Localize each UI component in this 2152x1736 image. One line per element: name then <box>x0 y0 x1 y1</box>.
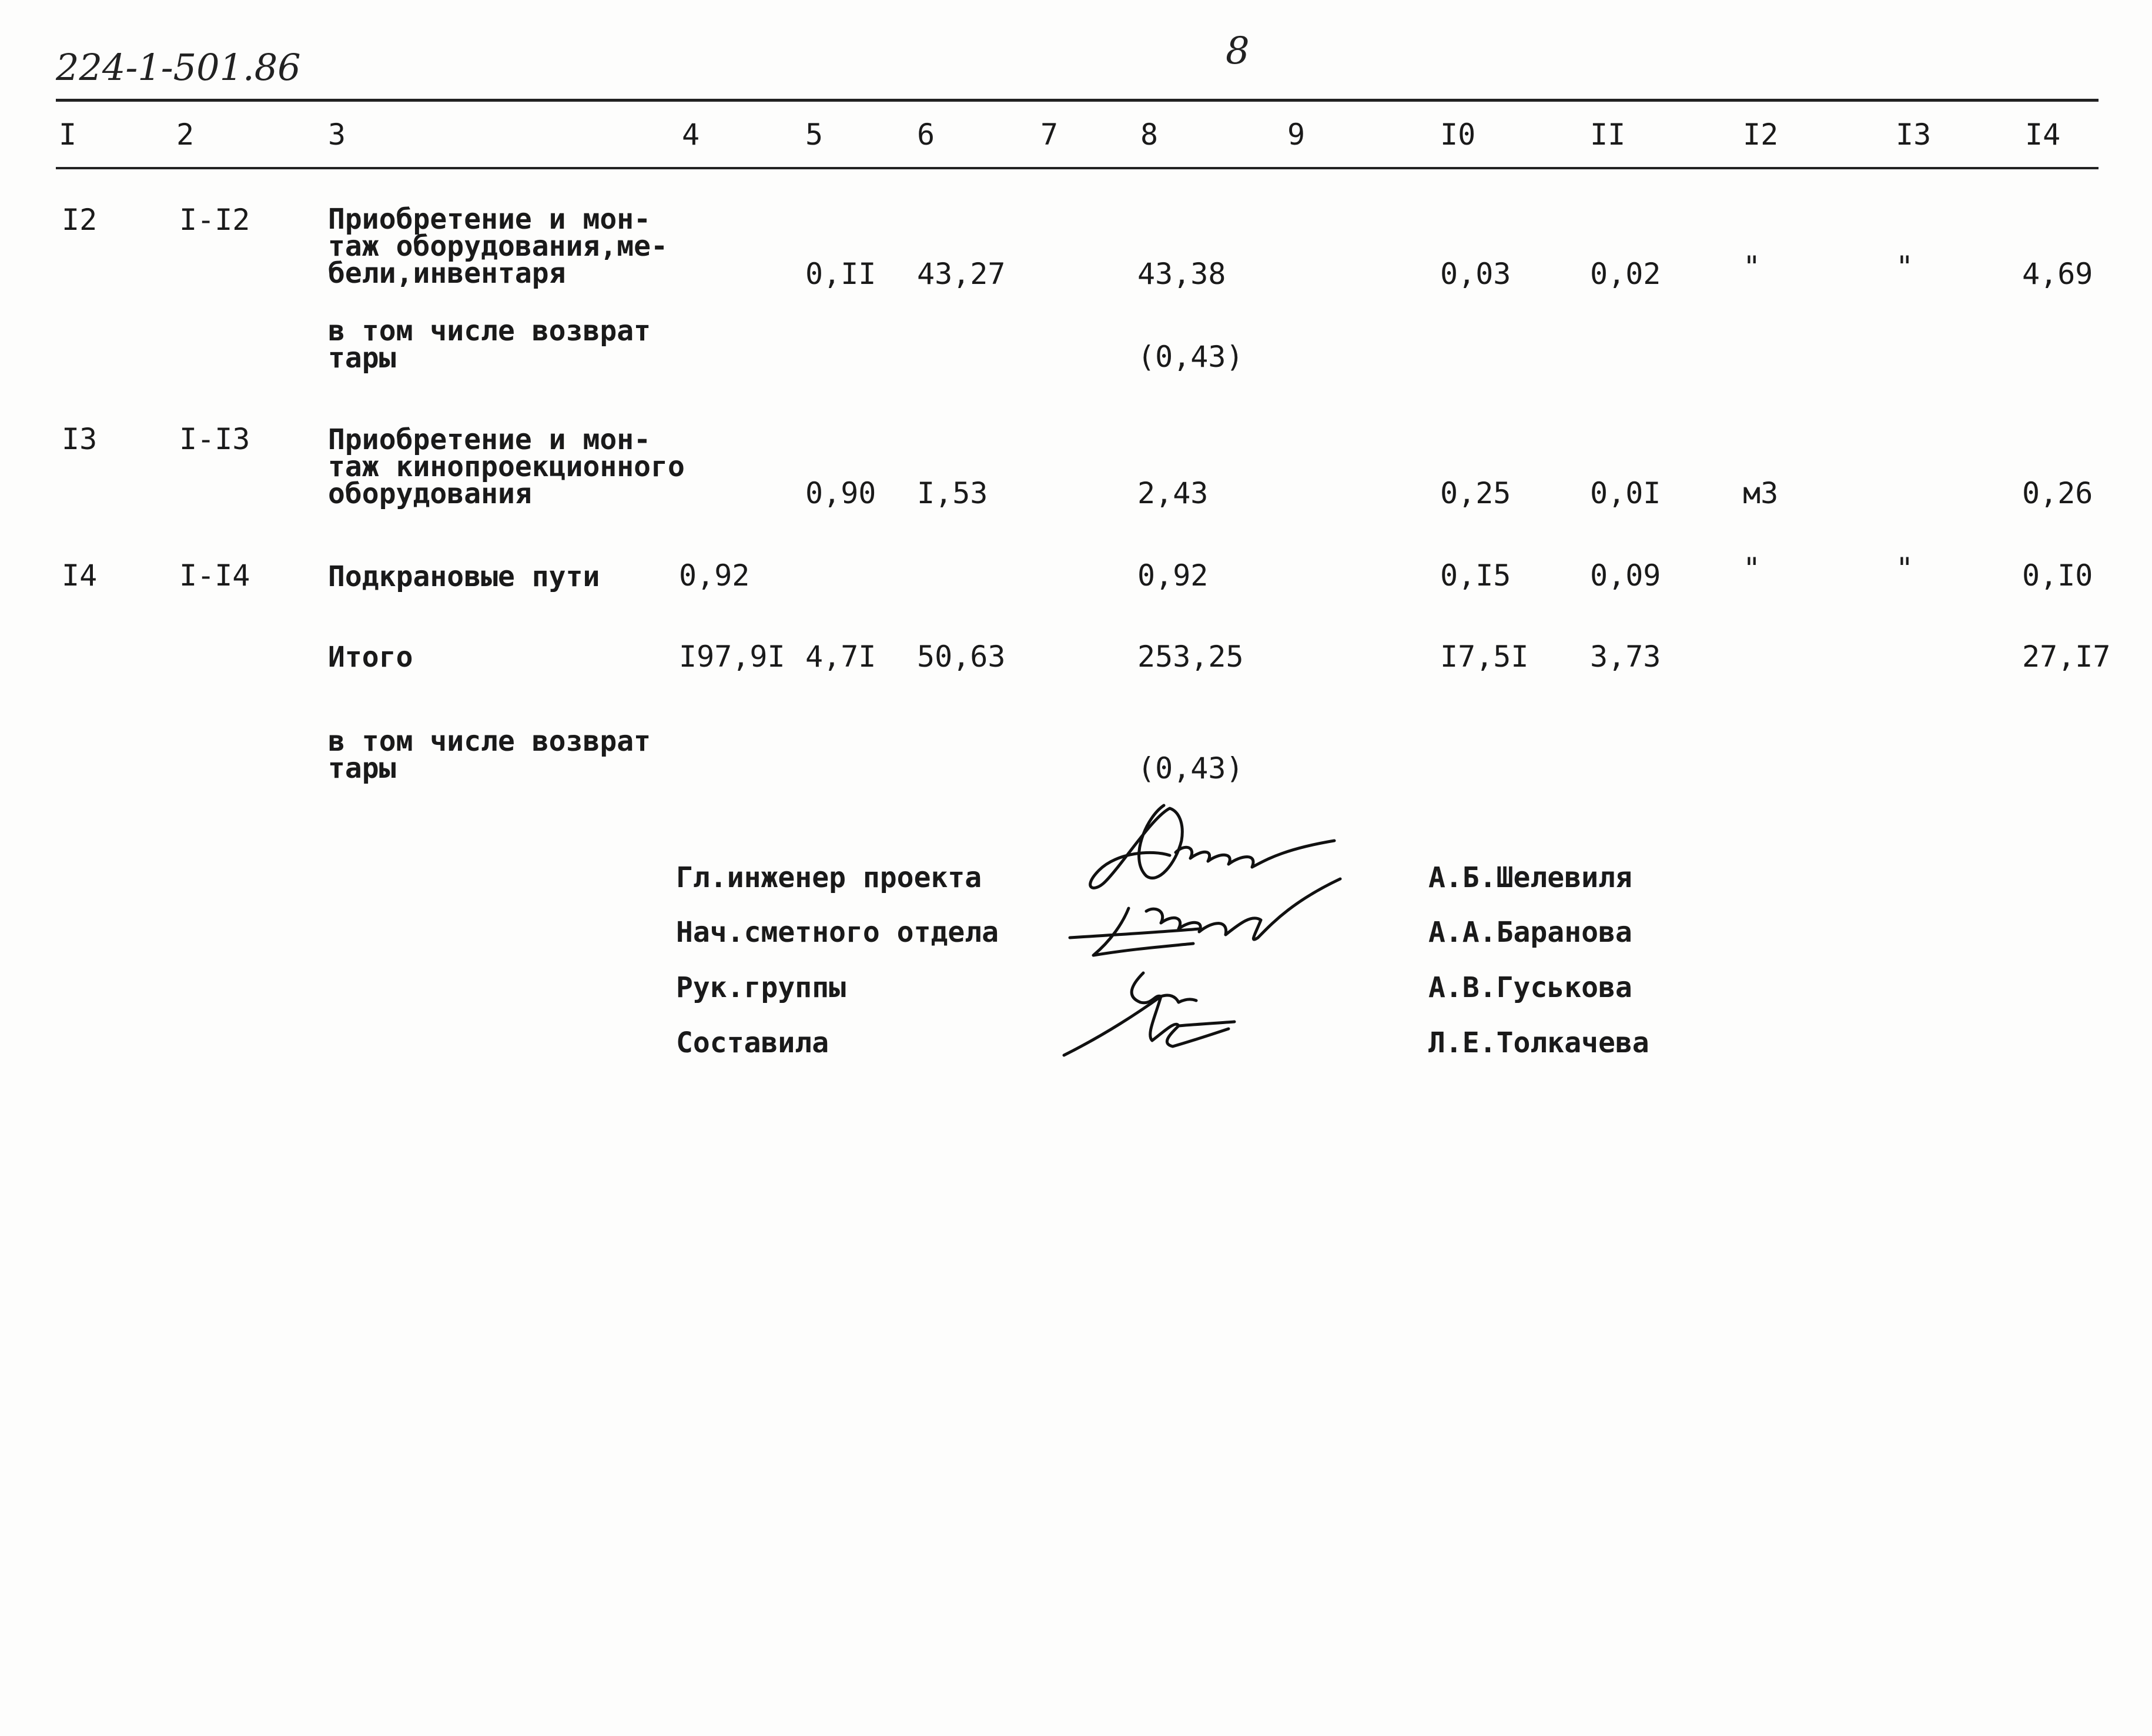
cell-col14: 4,69 <box>2022 257 2093 291</box>
cell-col4: 0,92 <box>679 558 750 593</box>
cell-col5: 0,II <box>805 257 876 291</box>
cell-col13: " <box>1896 250 1914 284</box>
signer-role: Гл.инженер проекта <box>676 861 982 894</box>
cell-col12: м3 <box>1743 476 1779 510</box>
row-name-line: таж кинопроекционного <box>328 450 685 483</box>
row-code: I-I3 <box>179 422 250 456</box>
total-col11: 3,73 <box>1590 640 1661 674</box>
signer-name: А.В.Гуськова <box>1428 971 1632 1004</box>
signer-role: Рук.группы <box>676 971 846 1004</box>
handwritten-signatures <box>1058 794 1364 1076</box>
cell-col11: 0,02 <box>1590 257 1661 291</box>
col-header-4: 4 <box>682 118 700 152</box>
cell-col10: 0,I5 <box>1440 558 1511 593</box>
total-col6: 50,63 <box>917 640 1006 674</box>
cell-col10: 0,25 <box>1440 476 1511 510</box>
cell-col11: 0,0I <box>1590 476 1661 510</box>
signature-compiler <box>1064 996 1234 1055</box>
col-header-2: 2 <box>176 118 195 152</box>
cell-col8: 0,92 <box>1137 558 1209 593</box>
cell-col13: " <box>1896 551 1914 586</box>
row-code: I-I4 <box>179 558 250 593</box>
col-header-11: II <box>1590 118 1626 152</box>
document-code: 224-1-501.86 <box>56 46 301 89</box>
total-sub-note-line: тары <box>328 752 396 785</box>
col-header-3: 3 <box>328 118 346 152</box>
table-top-rule <box>56 99 2099 102</box>
total-col5: 4,7I <box>805 640 876 674</box>
total-col10: I7,5I <box>1440 640 1529 674</box>
row-name-line: бели,инвентаря <box>328 257 566 290</box>
total-col14: 27,I7 <box>2022 640 2111 674</box>
col-header-8: 8 <box>1140 118 1159 152</box>
col-header-5: 5 <box>805 118 824 152</box>
row-number: I2 <box>62 203 98 237</box>
sub-note-value: (0,43) <box>1137 340 1244 374</box>
signer-name: А.Б.Шелевиля <box>1428 861 1632 894</box>
col-header-10: I0 <box>1440 118 1476 152</box>
total-sub-note-line: в том числе возврат <box>328 725 651 758</box>
cell-col11: 0,09 <box>1590 558 1661 593</box>
total-col8: 253,25 <box>1137 640 1244 674</box>
col-header-12: I2 <box>1743 118 1779 152</box>
total-col4: I97,9I <box>679 640 785 674</box>
cell-col5: 0,90 <box>805 476 876 510</box>
cell-col8: 2,43 <box>1137 476 1209 510</box>
row-name-line: Приобретение и мон- <box>328 203 651 236</box>
cell-col12: " <box>1743 250 1761 284</box>
row-name-line: Приобретение и мон- <box>328 423 651 456</box>
sub-note-line: тары <box>328 342 396 374</box>
col-header-9: 9 <box>1287 118 1306 152</box>
cell-col14: 0,26 <box>2022 476 2093 510</box>
signature-estimates-head <box>1070 879 1340 955</box>
row-name-line: оборудования <box>328 477 532 510</box>
total-sub-note-value: (0,43) <box>1137 751 1244 785</box>
row-number: I4 <box>62 558 98 593</box>
col-header-6: 6 <box>917 118 935 152</box>
signature-group-lead <box>1132 973 1196 1003</box>
page-number: 8 <box>1226 29 1250 73</box>
table-header-rule <box>56 167 2099 169</box>
col-header-14: I4 <box>2025 118 2061 152</box>
cell-col6: I,53 <box>917 476 988 510</box>
sub-note-line: в том числе возврат <box>328 315 651 347</box>
col-header-13: I3 <box>1896 118 1932 152</box>
signer-name: Л.Е.Толкачева <box>1428 1026 1649 1059</box>
cell-col10: 0,03 <box>1440 257 1511 291</box>
cell-col12: " <box>1743 551 1761 586</box>
signer-role: Нач.сметного отдела <box>676 916 999 949</box>
cell-col6: 43,27 <box>917 257 1006 291</box>
signer-name: А.А.Баранова <box>1428 916 1632 949</box>
row-name: Подкрановые пути <box>328 560 600 593</box>
signature-chief-engineer <box>1090 805 1334 888</box>
cell-col8: 43,38 <box>1137 257 1226 291</box>
row-code: I-I2 <box>179 203 250 237</box>
cell-col14: 0,I0 <box>2022 558 2093 593</box>
signer-role: Составила <box>676 1026 829 1059</box>
col-header-1: I <box>59 118 77 152</box>
total-label: Итого <box>328 641 413 674</box>
col-header-7: 7 <box>1040 118 1059 152</box>
row-name-line: таж оборудования,ме- <box>328 230 668 263</box>
row-number: I3 <box>62 422 98 456</box>
